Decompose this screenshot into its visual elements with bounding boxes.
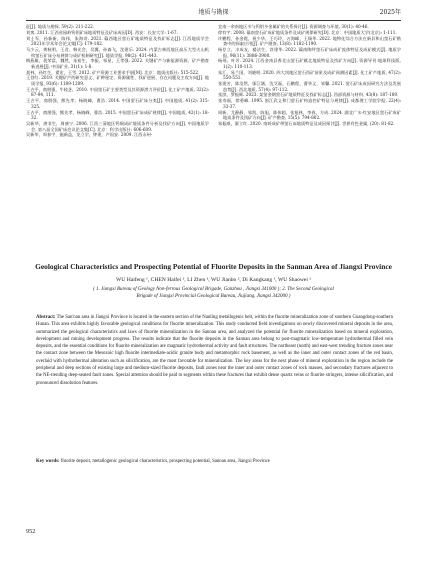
journal-name: 地质与勘探 bbox=[198, 9, 229, 16]
references-section bbox=[26, 24, 401, 252]
affiliation-line: Brigade of Jiangxi Provincial Geological Bureau, Jiujiang, Jiangxi 342000 ) bbox=[136, 294, 291, 299]
reference-entry: 宜南一余南地区多与钨钼多金属矿的关系探讨[J]. 资源调查与环境, 30(1): 40-46. bbox=[218, 24, 369, 29]
reference-entry: 杨瑶。叶芳. 2024. 江西金南县香北山萤石矿赋北地质特征及找矿方向[J]. 资源导刊·地球科技版, 1(2): 110-113. bbox=[218, 58, 401, 69]
header-year: 2025年 bbox=[379, 9, 401, 16]
english-keywords bbox=[36, 458, 393, 465]
reference-entry: 王吉平，商朋强，牛桂芝，2010. 中国萤石矿主要类型及其资源潜力评价[J]. 化工矿产地质, 32(2): 87-94, 111. bbox=[26, 86, 209, 98]
english-abstract bbox=[36, 314, 393, 387]
english-title: Geological Characteristics and Prospecting Potential of Fluorite Deposits in the Sanman Area of Jiangxi Province bbox=[35, 262, 392, 271]
keywords-text: fluorite deposit, metallogenic geological characteristics, prospecting potential, Sannan area, Jiangxi Province bbox=[59, 459, 270, 464]
reference-entry: 王登红. 2019. 关键矿产的研究意义、矿种厘定、资源属性、找矿进展、存在问题及主攻方向[J]. 地质学报, 93(6): 1189-1209. bbox=[26, 75, 209, 87]
reference-entry: 朱汇，易兰国，刘晓明. 2020. 四大岗地区萤石找矿前景及成矿预测因素[J]. 化工矿产地质, 47(2): 550-551. bbox=[218, 69, 401, 81]
english-affiliations bbox=[40, 286, 387, 300]
reference-entry: 吴新华，唐非生，周康宁. 2006. 江西三清地区钨铜成矿地质条件分析及找矿方向[J]. 中国地质学会. 第八届全国矿床会议论文集[C]. 北京：科学出版社: 606-609. bbox=[26, 120, 209, 132]
reference-entry: 征[J]. 地质与勘探, 59(2): 211-222. bbox=[26, 24, 95, 29]
running-header bbox=[26, 6, 401, 21]
reference-entry: 梅燕雄，裴荣富，魏然，朱裕生，李振，邹星，王孝强. 2022. 关键矿产与新能源资源，矿产勘查新进展[J]. 中国矿业, 31(1): 1-8. bbox=[26, 58, 209, 69]
references-left-column bbox=[26, 24, 209, 252]
reference-entry: 刘士军，孙新新，陈伟，朱海奇. 2021. 赣西地区萤石矿地质特征及找矿标志[J]. 江西地质学会2021年学术年会论文集[C]: 179-182. bbox=[26, 35, 209, 47]
reference-entry: 张滨，罗振辉. 2023. 某萤金钢萤石矿地质特征及找矿标志[J]. 西部资源与材料, 43(8): 187-189. bbox=[218, 92, 399, 98]
reference-entry: 杨存立，丰成友，楼法生，許建华. 2022. 赣南陶坪萤石矿床成矿流体特征及成矿模式[J]. 地质学报, 96(11): 3886-3900. bbox=[218, 46, 401, 58]
reference-entry: 聂林，孙红生，翟宏，王雪. 2012. 矿产资源工业要求手册[M]. 北京：地质出版社: 515-522. bbox=[26, 69, 200, 75]
reference-entry: 吴新华，周春宇，施新益，龙立学，钟建，卢国安. 2009. 江西永州- bbox=[26, 132, 153, 138]
reference-entry: 王吉平，商朋强，熊先孝，杨晓峰，曹浩. 2014. 中国萤石矿床分类[J]. 中国地质, 41(2): 315-325. bbox=[26, 98, 209, 109]
keywords-label: Key words: bbox=[36, 459, 60, 464]
english-authors: WU Haifeng ¹, CHEN Haifei ², LI Zhen ¹, WU Jianbo ², Di Kangkang ¹, WU Shaowei ² bbox=[115, 277, 312, 283]
reference-entry: 马少云，黄秋明，王君，韩光会，吴翼，孙森飞，沈建乐. 2024. 内蒙古林西地区高压大型火山机构萤石矿床分布规律与成矿机制研究[J]. 地质学报, 98(2): 431-443. bbox=[26, 46, 209, 58]
reference-entry: 张建芳，陈浩然，邬江涵，沈艾磊，石鹏程，曹华义，邹馨. 2021. 萤石矿床成因研究方法及发展趋势[J]. 西北地质, 57(4): 97-112. bbox=[218, 81, 401, 92]
reference-entry: 张寿福，徐勇峰. 1995. 浙江武义和门萤石矿构造控矿特征与规律[J]. 成都理工学院学报, 22(4): 33-37. bbox=[218, 98, 401, 109]
reference-entry: 徐有宇. 2008. 赣南萤石矿成矿地质条件及成矿规律研究[D]. 北京：中国地质大学(北京): 1-111. bbox=[218, 29, 397, 35]
references-right-column bbox=[218, 24, 401, 252]
abstract-label: Abstract: bbox=[36, 315, 56, 320]
affiliation-line: ( 1. Jiangxi Bureau of Geology Non-ferrous Geological Brigade, Ganzhou , Jiangxi 341000 ); 2. The Second Geological bbox=[93, 287, 334, 292]
reference-entry: 周新，尤静静，邹凯，陈旭，陈伟超，张旭林，李春，方成. 2024. 湖北广水-红安地区萤石矿成矿地质条件及找矿方向[J]. 矿产勘查, 15(5): 794-802. bbox=[218, 109, 401, 121]
reference-entry: 邹振威，廖立红. 2020. 南岭成矿带萤石床地质特征及成因探讨[J]. 世界有色金属, (20): 81-82. bbox=[218, 120, 395, 126]
abstract-text: The San'nan area in Jiangxi Province is located in the eastern section of the Nanling metallogenic belt, within the fluorite mineralization zone of southern Guangdong-southern Hunan. This area exhibits highly favorable geological conditions for fluorite mineralization. This study conducted field investigations on newly discovered mineral deposits in the area, summarized the geological characteristics and laws of fluorite mineralization in the Sannan area, and analyzed the potential for fluorite mineralization based on mineral exploration, development and mining development progress. The results indicate that the fluorite deposits in the Sannan area belong to post-magmatic low-temperature hydrothermal filled vein deposits, and the essential conditions for fluorite mineralization are magmatic hydrothermal activity and fault structures. The northeast (north) and east-west trending fracture zones near the contact zone between the Mesozoic high fluorite intermediate-acidic granite body and metamorphic rock basement, as well as the inner and outer contact zones of the red basin, overlaid with hydrothermal alteration such as silicification, are the most favorable for mineralization. The key areas for the next phase of mineral exploration in the region include the peripheral and deep sections of existing large and medium-sized fluorite deposits, fault zones near the inner and outer contact zones of rock masses, and secondary fractures adjacent to the NE-trending deep-seated fault zones. Special attention should be paid to segments within these fractures that exhibit dense quartz veins or fluorite stringers, intense silicification, and pronounced dissolution features. bbox=[36, 315, 393, 386]
reference-entry: 刘爽. 2011. 江西省园岭钨钼矿床地质特征及矿床成因[D]. 西安：长安大学: 1-67. bbox=[26, 29, 178, 35]
reference-entry: 许鹏程，孙金霞，祝少华，王巧玲，万海峰，王瑞华. 2022. 地物化综合方法在新县和山萤石矿勘查中的探索应用[J]. 矿产勘查, 13(8): 1182-1190. bbox=[218, 35, 401, 47]
page-number: 952 bbox=[26, 528, 36, 535]
reference-entry: 王吉平，商朋强，熊先孝，杨晓峰，曹浩. 2015. 中国萤石矿床成矿规律[J]. 中国地质, 42(1): 18-32. bbox=[26, 109, 209, 121]
